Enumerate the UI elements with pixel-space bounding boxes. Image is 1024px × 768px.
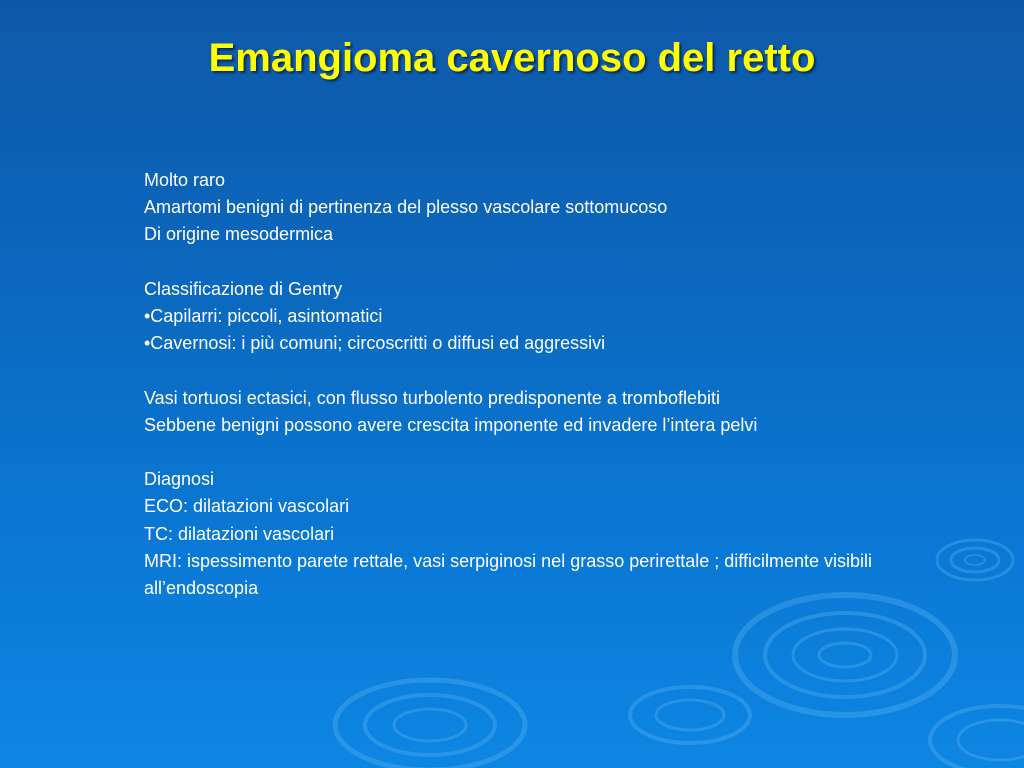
slide-body [144,167,904,602]
body-line: Diagnosi [144,469,215,490]
slide-title: Emangioma cavernoso del retto [208,36,816,80]
body-line: •Cavernosi: i più comuni; circoscritti o diffusi ed aggressivi [144,333,606,354]
body-line: Molto raro [144,170,226,190]
body-line: TC: dilatazioni vascolari [144,523,335,544]
body-line: Amartomi benigni di pertinenza del plesso vascolare sottomucoso [144,197,668,218]
body-line: •Capilarri: piccoli, asintomatici [144,306,383,326]
blank-line [144,357,904,384]
body-line: Classificazione di Gentry [144,278,343,299]
blank-line [144,439,904,466]
body-line: Sebbene benigni possono avere crescita imponente ed invadere l’intera pelvi [144,414,758,435]
body-line: Di origine mesodermica [144,224,334,245]
body-line: MRI: ispessimento parete rettale, vasi serpiginosi nel grasso perirettale ; difficilmente visibili all’endoscopia [144,550,872,598]
body-line: Vasi tortuosi ectasici, con flusso turbolento predisponente a tromboflebiti [144,387,720,408]
body-line: ECO: dilatazioni vascolari [144,496,350,517]
blank-line [144,249,904,276]
